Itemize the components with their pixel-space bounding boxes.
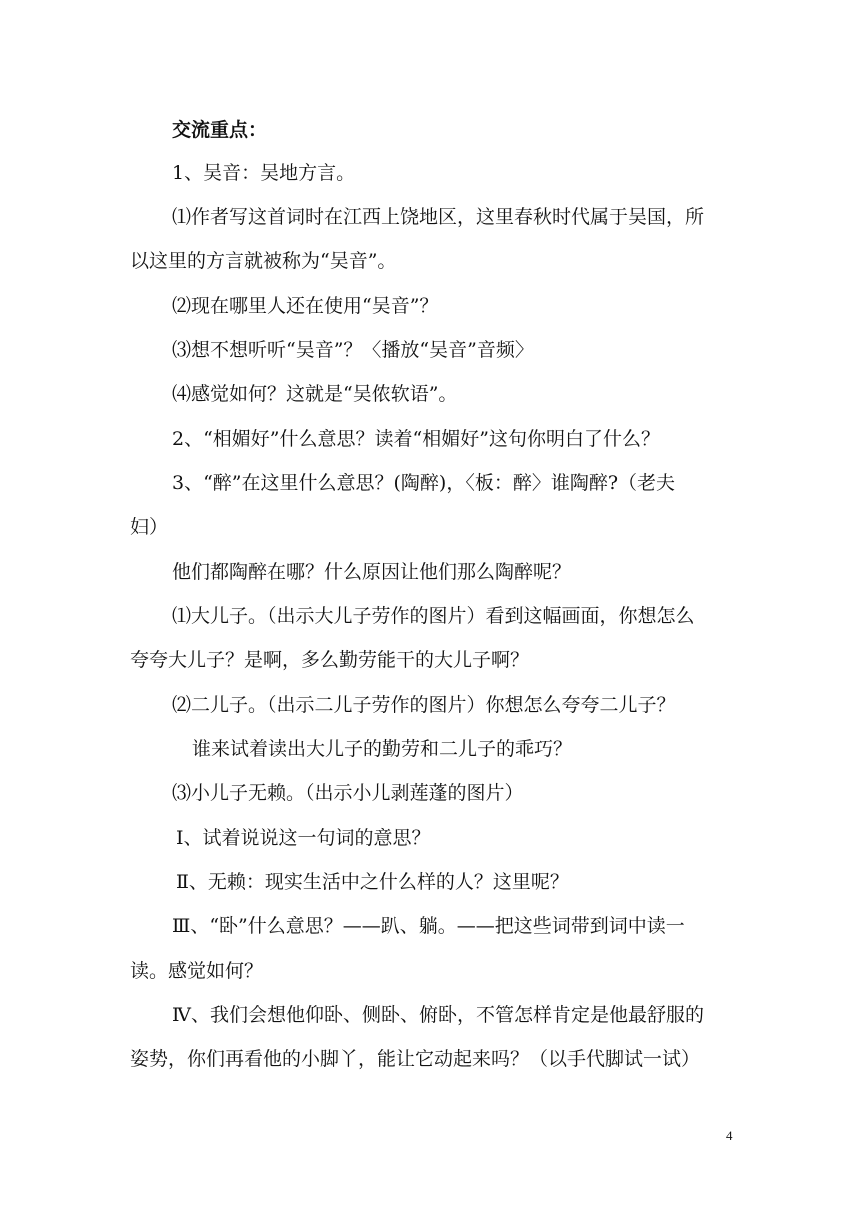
- paragraph-line: Ⅰ、试着说说这一句词的意思？: [176, 827, 431, 849]
- paragraph-line: 夸夸大儿子？是啊，多么勤劳能干的大儿子啊？: [130, 649, 530, 671]
- paragraph-line: 1、吴音：吴地方言。: [172, 162, 356, 184]
- paragraph-line: Ⅳ、我们会想他仰卧、侧卧、俯卧，不管怎样肯定是他最舒服的: [172, 1004, 704, 1026]
- paragraph-line: Ⅱ、无赖：现实生活中之什么样的人？这里呢？: [176, 871, 569, 893]
- paragraph-line: ⑵二儿子。（出示二儿子劳作的图片）你想怎么夸夸二儿子？: [172, 694, 676, 716]
- paragraph-line: 谁来试着读出大儿子的勤劳和二儿子的乖巧？: [192, 738, 573, 760]
- paragraph-line: 妇）: [130, 516, 169, 538]
- paragraph-line: ⑶小儿子无赖。（出示小儿剥莲蓬的图片）: [172, 782, 524, 804]
- paragraph-line: 读。感觉如何？: [130, 960, 264, 982]
- paragraph-line: ⑵现在哪里人还在使用“吴音”？: [172, 295, 439, 317]
- page-number: 4: [726, 1128, 733, 1143]
- paragraph-line: 2、“相媚好”什么意思？读着“相媚好”这句你明白了什么？: [172, 428, 660, 450]
- section-heading: 交流重点：: [172, 119, 268, 141]
- paragraph-line: 3、“醉”在这里什么意思？(陶醉)，〈板：醉〉谁陶醉?（老夫: [172, 472, 676, 494]
- paragraph-line: ⑷感觉如何？这就是“吴侬软语”。: [172, 383, 458, 405]
- paragraph-line: 以这里的方言就被称为“吴音”。: [130, 250, 397, 272]
- paragraph-line: ⑶想不想听听“吴音”？〈播放“吴音”音频〉: [172, 339, 534, 361]
- paragraph-line: ⑴作者写这首词时在江西上饶地区，这里春秋时代属于吴国，所: [172, 206, 705, 228]
- paragraph-line: 他们都陶醉在哪？什么原因让他们那么陶醉呢？: [172, 561, 572, 583]
- paragraph-line: ⑴大儿子。（出示大儿子劳作的图片）看到这幅画面，你想怎么: [172, 605, 695, 627]
- paragraph-line: Ⅲ、“卧”什么意思？——趴、躺。——把这些词带到词中读一: [172, 915, 685, 937]
- paragraph-line: 姿势，你们再看他的小脚丫，能让它动起来吗？（以手代脚试一试）: [130, 1048, 701, 1070]
